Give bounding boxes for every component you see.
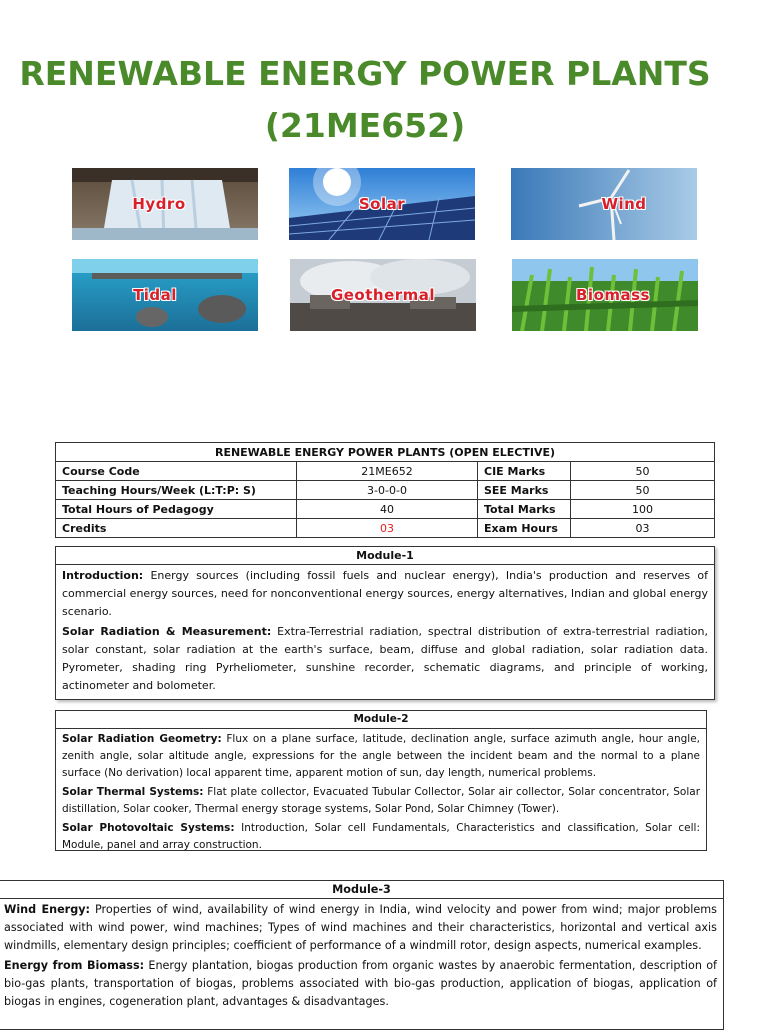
topic-heading: Solar Radiation Geometry: [62, 733, 222, 745]
table-row [56, 462, 715, 481]
topic-heading: Introduction: [62, 569, 144, 582]
cell-label: Exam Hours [478, 519, 571, 538]
cell-label: Credits [56, 519, 297, 538]
credits-value: 03 [297, 519, 478, 538]
document-title-line1: RENEWABLE ENERGY POWER PLANTS [19, 54, 711, 93]
solar-label: Solar [358, 195, 406, 213]
cell-label: CIE Marks [478, 462, 571, 481]
module-2-paragraph [62, 784, 700, 818]
course-table-heading: RENEWABLE ENERGY POWER PLANTS (OPEN ELECTIVE) [56, 443, 715, 462]
solar-tile [289, 168, 475, 240]
cell-value: 50 [571, 462, 715, 481]
hydro-tile [72, 168, 258, 240]
cell-value: 21ME652 [297, 462, 478, 481]
module-1-paragraph [62, 623, 708, 695]
cell-label: Teaching Hours/Week (L:T:P: S) [56, 481, 297, 500]
tidal-tile [72, 259, 258, 331]
topic-heading: Energy from Biomass: [4, 959, 145, 972]
topic-text: Introduction, Solar cell Fundamentals, Characteristics and classification, Solar cell: Module, panel and array construction. [62, 822, 701, 851]
table-row [56, 481, 715, 500]
topic-text: Energy sources (including fossil fuels and nuclear energy), India's production and reserves of commercial energy sources, need for nonconventional energy sources, energy alternatives, Indian and global energy scenario. [62, 569, 708, 618]
module-3-box [0, 880, 724, 1030]
module-2-paragraph [62, 820, 700, 854]
topic-heading: Solar Photovoltaic Systems: [62, 822, 235, 834]
module-2-box [55, 710, 707, 851]
course-info-table [55, 442, 715, 538]
topic-heading: Solar Radiation & Measurement: [62, 625, 272, 638]
geothermal-label: Geothermal [330, 286, 436, 304]
module-3-title: Module-3 [0, 881, 723, 899]
cell-value: 40 [297, 500, 478, 519]
cell-label: SEE Marks [478, 481, 571, 500]
table-row [56, 500, 715, 519]
hydro-label: Hydro [132, 195, 186, 213]
geothermal-tile [290, 259, 476, 331]
module-2-title: Module-2 [56, 711, 706, 729]
cell-value: 50 [571, 481, 715, 500]
cell-label: Course Code [56, 462, 297, 481]
biomass-tile [512, 259, 698, 331]
module-1-paragraph [62, 567, 708, 621]
topic-text: Flux on a plane surface, latitude, declination angle, surface azimuth angle, hour angle, zenith angle, solar altitude angle, expressions for the angle between the incident beam and the normal to a plane surface (No derivation) local apparent time, apparent motion of sun, day length, numerical problems. [62, 733, 700, 779]
module-3-paragraph [4, 901, 717, 955]
table-row [56, 519, 715, 538]
topic-heading: Wind Energy: [4, 903, 90, 916]
module-3-paragraph [4, 957, 717, 1011]
topic-heading: Solar Thermal Systems: [62, 786, 204, 798]
cell-value: 03 [571, 519, 715, 538]
module-1-box [55, 546, 715, 700]
cell-label: Total Marks [478, 500, 571, 519]
cell-label: Total Hours of Pedagogy [56, 500, 297, 519]
wind-tile [511, 168, 697, 240]
tidal-label: Tidal [133, 286, 177, 304]
topic-text: Energy plantation, biogas production from organic wastes by anaerobic fermentation, description of bio-gas plants, transportation of biogas, problems associated with bio-gas production, application of biogas, application of biogas in engines, cogeneration plant, advantages & disadvantages. [4, 959, 717, 1008]
cell-value: 3-0-0-0 [297, 481, 478, 500]
document-title-line2: (21ME652) [264, 106, 466, 145]
topic-text: Flat plate collector, Evacuated Tubular Collector, Solar air collector, Solar concentrator, Solar distillation, Solar cooker, Thermal energy storage systems, Solar Pond, Solar Chimney (Tower). [62, 786, 701, 815]
module-2-paragraph [62, 731, 700, 782]
module-1-title: Module-1 [56, 547, 714, 565]
topic-text: Extra-Terrestrial radiation, spectral distribution of extra-terrestrial radiation, solar constant, solar radiation at the earth's surface, beam, diffuse and global radiation, solar radiation data. Pyrometer, shading ring Pyrheliometer, sunshine recorder, schematic diagrams, and principle of working, actinometer and bolometer. [62, 625, 709, 692]
topic-text: Properties of wind, availability of wind energy in India, wind velocity and power from wind; major problems associated with wind power, wind machines; Types of wind machines and their characteristics, horizontal and vertical axis windmills, elementary design principles; coefficient of performance of a windmill rotor, design aspects, numerical examples. [4, 903, 718, 952]
wind-label: Wind [601, 195, 647, 213]
cell-value: 100 [571, 500, 715, 519]
biomass-label: Biomass [576, 286, 650, 304]
